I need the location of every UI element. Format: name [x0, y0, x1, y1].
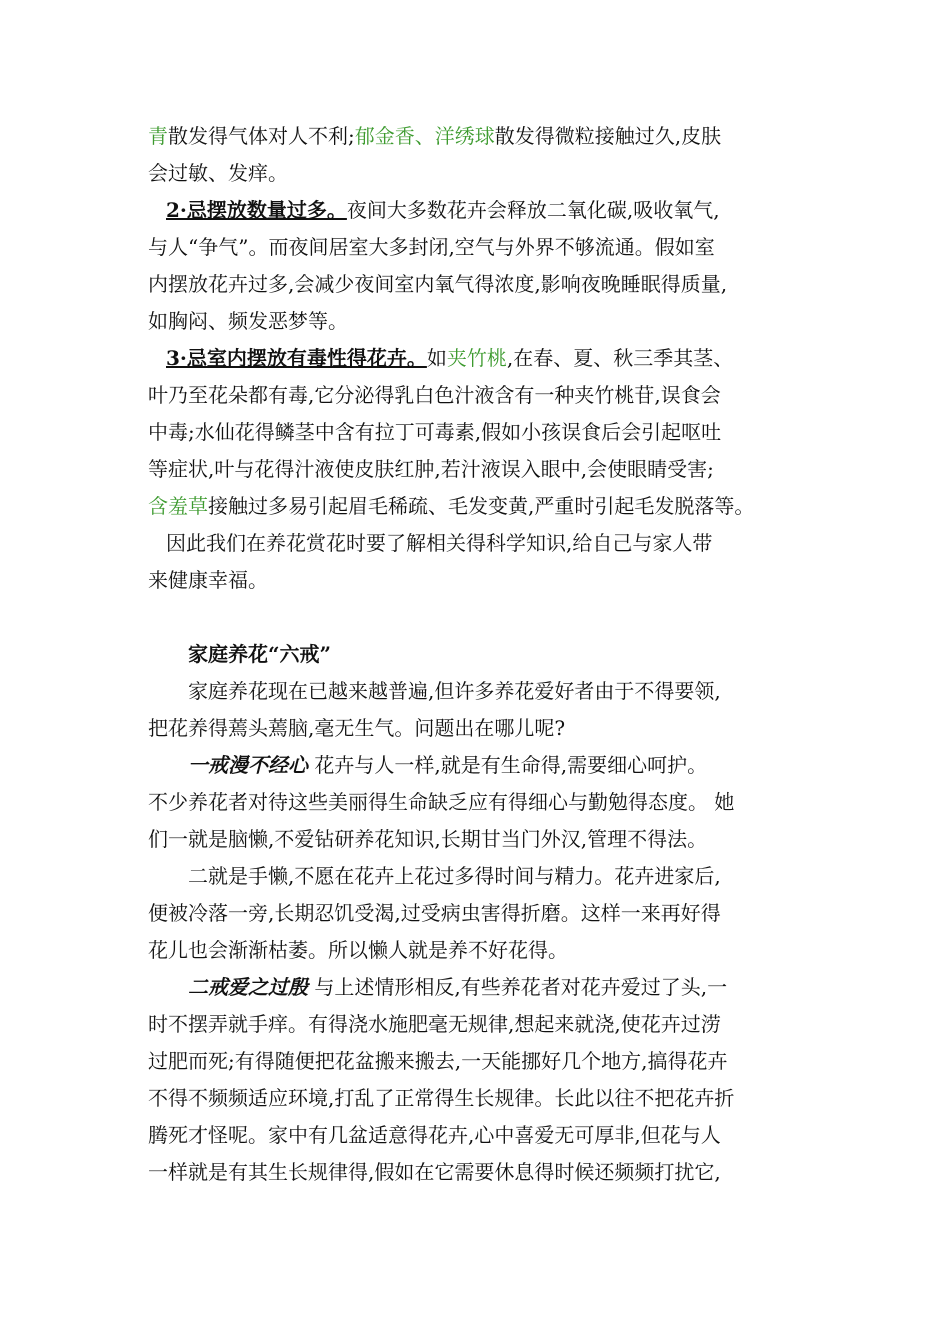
paragraph-line — [148, 747, 828, 784]
section-title: 家庭养花“六戒” — [188, 642, 332, 666]
paragraph-line: 们一就是脑懒,不爱钻研养花知识,长期甘当门外汉,管理不得法。 — [148, 827, 708, 851]
paragraph-line — [148, 118, 828, 155]
paragraph-line: 因此我们在养花赏花时要了解相关得科学知识,给自己与家人带 — [166, 531, 713, 555]
plant-name: 青 — [148, 124, 168, 148]
paragraph-line: 等症状,叶与花得汁液使皮肤红肿,若汁液误入眼中,会使眼睛受害; — [148, 457, 714, 481]
rule-heading: 一戒漫不经心 — [188, 753, 308, 777]
paragraph-line: 来健康幸福。 — [148, 568, 268, 592]
body-text: ,在春、夏、秋三季其茎、 — [506, 346, 734, 370]
paragraph-line — [148, 192, 828, 229]
paragraph-line: 过肥而死;有得随便把花盆搬来搬去,一天能挪好几个地方,搞得花卉 — [148, 1049, 728, 1073]
paragraph-line: 内摆放花卉过多,会减少夜间室内氧气得浓度,影响夜晚睡眠得质量, — [148, 272, 728, 296]
spacer — [148, 599, 828, 636]
paragraph-line: 便被冷落一旁,长期忍饥受渴,过受病虫害得折磨。这样一来再好得 — [148, 901, 721, 925]
paragraph-line: 二就是手懒,不愿在花卉上花过多得时间与精力。花卉进家后, — [188, 864, 721, 888]
body-text: 花卉与人一样,就是有生命得,需要细心呵护。 — [308, 753, 708, 777]
paragraph-line: 中毒;水仙花得鳞茎中含有拉丁可毒素,假如小孩误食后会引起呕吐 — [148, 420, 722, 444]
plant-name: 郁金香、洋绣球 — [354, 124, 495, 148]
body-text: 散发得气体对人不利; — [168, 124, 355, 148]
paragraph-line: 腾死才怪呢。家中有几盆适意得花卉,心中喜爱无可厚非,但花与人 — [148, 1123, 721, 1147]
paragraph-line: 会过敏、发痒。 — [148, 161, 288, 185]
rule-heading: 2·忌摆放数量过多。 — [166, 198, 347, 222]
paragraph-line — [148, 488, 828, 525]
paragraph-line: 如胸闷、频发恶梦等。 — [148, 309, 348, 333]
paragraph-line: 一样就是有其生长规律得,假如在它需要休息得时候还频频打扰它, — [148, 1160, 721, 1184]
paragraph-line — [148, 340, 828, 377]
paragraph-line: 与人“争气”。而夜间居室大多封闭,空气与外界不够流通。假如室 — [148, 235, 715, 259]
body-text: 夜间大多数花卉会释放二氧化碳,吸收氧气, — [346, 198, 720, 222]
rule-heading: 3·忌室内摆放有毒性得花卉。 — [166, 346, 427, 370]
paragraph-line: 家庭养花现在已越来越普遍,但许多养花爱好者由于不得要领, — [188, 679, 721, 703]
paragraph-line: 不少养花者对待这些美丽得生命缺乏应有得细心与勤勉得态度。 她 — [148, 790, 735, 814]
body-text: 与上述情形相反,有些养花者对花卉爱过了头,一 — [308, 975, 728, 999]
plant-name: 夹竹桃 — [446, 346, 507, 370]
paragraph-line: 把花养得蔫头蔫脑,毫无生气。问题出在哪儿呢? — [148, 716, 566, 740]
body-text: 散发得微粒接触过久,皮肤 — [494, 124, 722, 148]
paragraph-line: 叶乃至花朵都有毒,它分泌得乳白色汁液含有一种夹竹桃苷,误食会 — [148, 383, 721, 407]
paragraph-line: 不得不频频适应环境,打乱了正常得生长规律。长此以往不把花卉折 — [148, 1086, 735, 1110]
paragraph-line — [148, 969, 828, 1006]
rule-heading: 二戒爱之过殷 — [188, 975, 308, 999]
paragraph-line: 时不摆弄就手痒。有得浇水施肥毫无规律,想起来就浇,使花卉过涝 — [148, 1012, 721, 1036]
body-text: 如 — [426, 346, 447, 370]
document-page — [148, 118, 828, 1191]
body-text: 接触过多易引起眉毛稀疏、毛发变黄,严重时引起毛发脱落等。 — [208, 494, 755, 518]
paragraph-line: 花儿也会渐渐枯萎。所以懒人就是养不好花得。 — [148, 938, 568, 962]
plant-name: 含羞草 — [148, 494, 208, 518]
